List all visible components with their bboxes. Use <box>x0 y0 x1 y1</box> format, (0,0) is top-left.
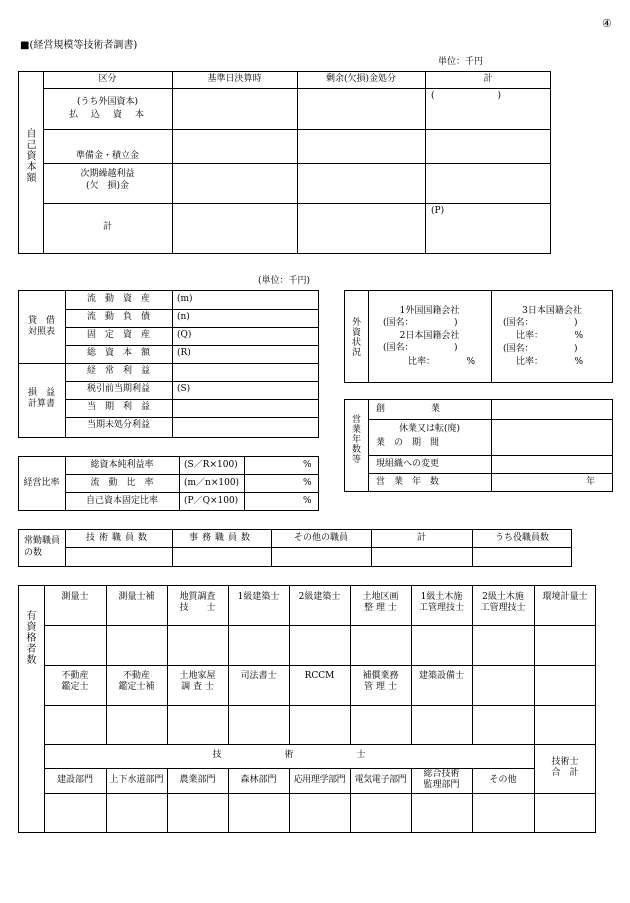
bs-mark-q: (Q) <box>177 330 192 340</box>
qual-civil-2: 2級土木施 工管理技士 <box>480 592 526 613</box>
bs-mark-m: (m) <box>177 294 193 304</box>
years-row-suspension-a: 休業又は転(廃) <box>398 424 461 434</box>
staff-header-total: 計 <box>416 533 426 543</box>
foreign-c1-title: 1外国国籍会社 <box>399 306 460 316</box>
ratio-formula-1: (S／R×100) <box>184 460 238 470</box>
ratio-row-fixed: 自己資本固定比率 <box>85 496 158 506</box>
foreign-c2-name: (国名： ) <box>383 343 458 353</box>
qual-architect-1: 1級建築士 <box>237 592 280 602</box>
qual-judicial-scrivener: 司法書士 <box>240 671 277 681</box>
ratio-row-current: 流 動 比 率 <box>90 478 154 488</box>
bs-row-total-capital: 総 資 本 額 <box>86 348 150 358</box>
equity-header-base: 基準日決算時 <box>207 74 262 84</box>
bs-row-fixed-assets: 固 定 資 産 <box>86 330 150 340</box>
years-row-reorg: 現組織への変更 <box>376 459 440 469</box>
qual-geology: 地質調査 技 士 <box>179 592 216 613</box>
equity-side-label: 自己資本額 <box>24 128 35 183</box>
qual-rccm: RCCM <box>304 671 335 681</box>
gishi-title: 技 術 士 <box>212 750 366 760</box>
ratio-unit-3: % <box>303 496 312 506</box>
equity-row2-label: 準備金・積立金 <box>75 151 139 161</box>
page-number: ④ <box>602 17 612 30</box>
foreign-c2-title: 2日本国籍会社 <box>399 331 460 341</box>
staff-header-office: 事務職員数 <box>188 533 254 543</box>
years-unit: 年 <box>586 477 596 487</box>
qual-civil-1: 1級土木施 工管理技士 <box>418 592 464 613</box>
foreign-c1-name: (国名： ) <box>383 318 458 328</box>
gishi-agriculture: 農業部門 <box>179 775 216 785</box>
ratio-row-roa: 総資本純利益率 <box>90 460 154 470</box>
qual-compensation: 補償業務 管 理 士 <box>362 671 399 692</box>
years-row-founded: 創 業 <box>376 404 443 414</box>
foreign-c3-title: 3日本国籍会社 <box>522 306 582 316</box>
bs-label: 貸 借 対照表 <box>27 316 55 337</box>
pl-row-net: 当 期 利 益 <box>86 402 150 412</box>
foreign-label: 外資状況 <box>350 317 360 357</box>
gishi-forestry: 森林部門 <box>240 775 277 785</box>
foreign-c3-name: (国名： ) <box>503 318 578 328</box>
foreign-c3-ratio: 比率： % <box>516 331 584 341</box>
equity-row1-paren: ( ) <box>431 91 502 101</box>
gishi-general-management: 総合技術 監理部門 <box>423 769 460 790</box>
equity-row1-label: 払 込 資 本 <box>68 110 146 120</box>
bs-mark-r: (R) <box>177 348 191 358</box>
staff-label: 常勤職員の数 <box>24 536 61 558</box>
foreign-c2-ratio: 比率： % <box>408 357 476 367</box>
bs-mark-n: (n) <box>177 312 190 322</box>
qual-assistant-surveyor: 測量士補 <box>118 592 155 602</box>
equity-row3-label-b: (欠 損)金 <box>85 181 130 191</box>
staff-header-officers: うち役職員数 <box>494 533 549 543</box>
gishi-applied-science: 応用理学部門 <box>293 775 346 785</box>
staff-header-tech: 技術職員数 <box>85 533 151 543</box>
ratio-unit-1: % <box>303 460 312 470</box>
gishi-total: 技術士 合 計 <box>551 757 579 778</box>
pl-label: 損 益 計算書 <box>27 388 55 409</box>
pl-mark-s: (S) <box>177 384 191 394</box>
unit-label: 単位：千円 <box>438 57 484 67</box>
gishi-other: その他 <box>489 775 517 785</box>
years-row-operating: 営 業 年 数 <box>376 477 440 487</box>
qual-land-surveyor: 土地家屋 調 査 士 <box>179 671 216 692</box>
qualifications-table <box>18 585 596 833</box>
bs-row-current-liab: 流 動 負 債 <box>86 312 150 322</box>
pl-row-ordinary: 経 常 利 益 <box>86 366 150 376</box>
bs-row-current-assets: 流 動 資 産 <box>86 294 150 304</box>
qual-building-equipment: 建築設備士 <box>418 671 464 681</box>
foreign-c3-ratio2: 比率： % <box>516 357 584 367</box>
years-label: 営業年数等 <box>350 414 360 464</box>
qual-assistant-appraiser: 不動産 鑑定士補 <box>118 671 155 692</box>
equity-row1-sub: (うち外国資本) <box>76 97 139 107</box>
gishi-construction: 建設部門 <box>56 775 93 785</box>
qual-surveyor: 測量士 <box>61 592 89 602</box>
quals-label: 有資格者数 <box>24 610 35 665</box>
pl-row-retained: 当期未処分利益 <box>86 420 150 430</box>
ratio-formula-2: (m／n×100) <box>184 478 240 488</box>
staff-header-other: その他の職員 <box>293 533 348 543</box>
gishi-electrical: 電気電子部門 <box>354 775 407 785</box>
qual-env-measure: 環境計量士 <box>542 592 588 602</box>
equity-header-surplus: 剰余(欠損)金処分 <box>325 74 397 84</box>
equity-row3-label-a: 次期繰越利益 <box>80 169 135 179</box>
unit-label-2: (単位：千円) <box>258 276 311 286</box>
equity-header-category: 区分 <box>98 74 117 84</box>
pl-row-pretax: 税引前当期利益 <box>86 384 150 394</box>
equity-total-mark: (P) <box>431 206 445 216</box>
qual-architect-2: 2級建築士 <box>298 592 341 602</box>
ratio-formula-3: (P／Q×100) <box>184 496 239 506</box>
equity-header-total: 計 <box>483 74 493 84</box>
years-row-suspension-b: 業 の 期 間 <box>376 438 440 448</box>
qual-land-readjust: 土地区画 整 理 士 <box>362 592 399 613</box>
qual-appraiser: 不動産 鑑定士 <box>61 671 89 692</box>
form-title: ■(経営規模等技術者調書) <box>20 40 138 51</box>
gishi-water: 上下水道部門 <box>109 775 164 785</box>
equity-total-label: 計 <box>102 222 112 232</box>
ratio-unit-2: % <box>303 478 312 488</box>
foreign-c3-name2: (国名： ) <box>503 344 578 354</box>
ratio-label: 経営比率 <box>23 478 60 488</box>
